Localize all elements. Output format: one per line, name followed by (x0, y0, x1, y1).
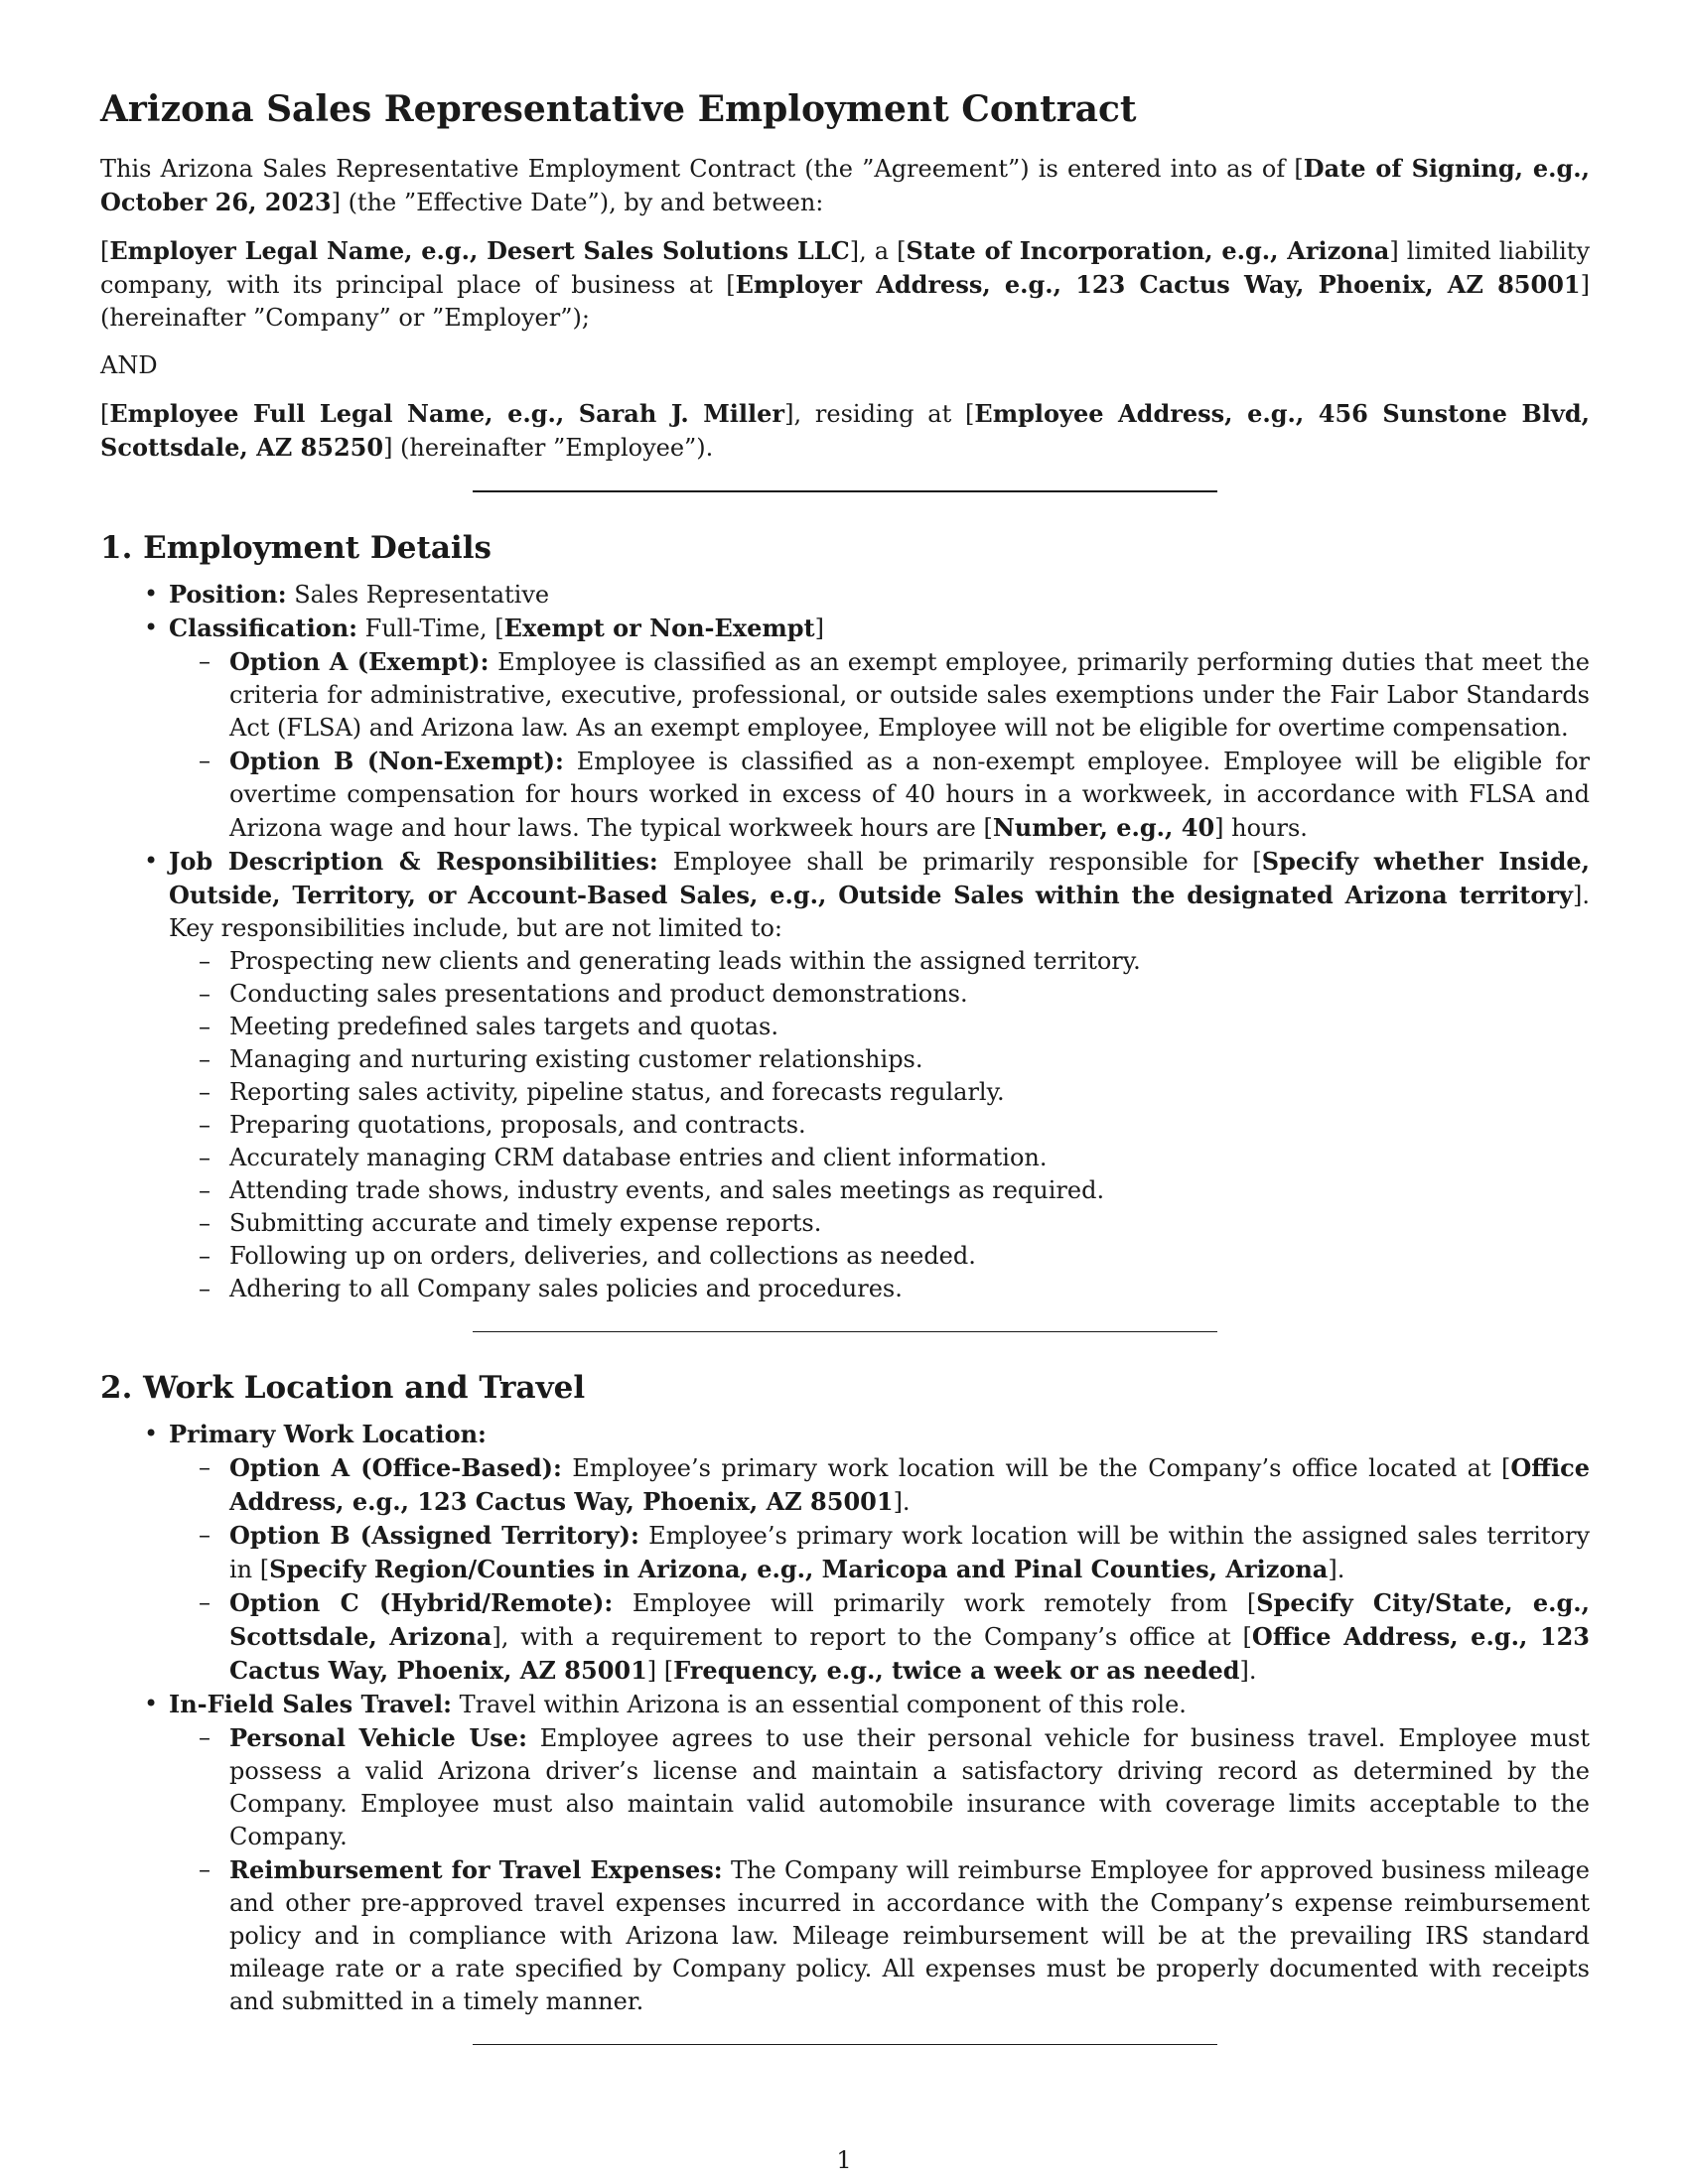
document-page (100, 87, 1590, 2081)
bullet-list (100, 1418, 1590, 2018)
sub-list-item (229, 945, 1590, 978)
bold-text: Employer Address, e.g., 123 Cactus Way, Phoenix, AZ 85001 (735, 270, 1581, 299)
page-number: 1 (836, 2146, 852, 2174)
text-run: Reporting sales activity, pipeline status, and forecasts regularly. (229, 1078, 1005, 1106)
bold-text: Option A (Office-Based): (229, 1453, 562, 1482)
text-run: [ (100, 400, 110, 428)
list-item (169, 578, 1590, 612)
bold-text: In-Field Sales Travel: (169, 1690, 452, 1718)
text-run: ]. (1239, 1657, 1257, 1685)
text-run: Conducting sales presentations and product demonstrations. (229, 980, 968, 1008)
bold-text: Office Address, e.g., 123 Cactus Way, Phoenix, AZ 85001 (229, 1453, 1590, 1516)
bold-text: Specify whether Inside, Outside, Territory, or Account-Based Sales, e.g., Outside Sales within the designated Arizona territory (169, 847, 1590, 909)
bold-text: Specify City/State, e.g., Scottsdale, Arizona (229, 1588, 1591, 1651)
text-run: Employee will primarily work remotely from [ (613, 1589, 1257, 1617)
list-item (169, 845, 1590, 1305)
text-run: Employee’s primary work location will be the Company’s office located at [ (561, 1454, 1511, 1482)
text-run: ]. (893, 1488, 911, 1516)
text-run: Employee’s primary work location will be within the assigned sales territory in [ (229, 1522, 1591, 1583)
bold-text: Number, e.g., 40 (992, 813, 1215, 842)
text-run: ], a [ (849, 237, 907, 265)
text-run: Employee shall be primarily responsible for [ (657, 848, 1262, 876)
text-run: ] (the ”Effective Date”), by and between: (331, 189, 824, 216)
text-run: Employee is classified as an exempt employee, primarily performing duties that meet the criteria for administrative, executive, professional, or outside sales exemptions under the Fair Labor Standards Act (FLSA) and Arizona law. As an exempt employee, Employee will not be eligible for overtime compensation. (229, 648, 1590, 742)
text-run: This Arizona Sales Representative Employment Contract (the ”Agreement”) is entered into as of (100, 155, 1295, 183)
bold-text: Frequency, e.g., twice a week or as needed (673, 1656, 1240, 1685)
section-heading: 2. Work Location and Travel (100, 1370, 586, 1406)
sub-list (169, 645, 1590, 845)
text-run: Meeting predefined sales targets and quotas. (229, 1013, 778, 1040)
sub-list-item (229, 1043, 1590, 1076)
sub-list-item (229, 1011, 1590, 1043)
sub-list-item (229, 1273, 1590, 1305)
sub-list-item (229, 645, 1590, 745)
section-employment-details (100, 528, 1590, 1305)
text-run: ] limited liability company, with its principal place of business at [ (100, 237, 1591, 299)
text-run: Attending trade shows, industry events, and sales meetings as required. (229, 1176, 1105, 1204)
bold-text: Option B (Assigned Territory): (229, 1521, 639, 1550)
section-heading: 1. Employment Details (100, 530, 492, 566)
text-run: Sales Representative (286, 581, 550, 609)
bold-text: Office Address, e.g., 123 Cactus Way, Phoenix, AZ 85001 (229, 1622, 1590, 1685)
text-run: ]. Key responsibilities include, but are not limited to: (169, 882, 1590, 942)
sub-list-item (229, 1142, 1590, 1174)
sub-list (169, 945, 1590, 1305)
text-run: [ (1294, 155, 1304, 183)
text-run: ], residing at [ (784, 400, 975, 428)
bold-text: Employee Full Legal Name, e.g., Sarah J. Miller (109, 399, 785, 428)
sub-list-item (229, 1451, 1590, 1519)
text-run: ] [ (646, 1657, 674, 1685)
text-run: Employee is classified as a non-exempt employee. Employee will be eligible for overtime compensation for hours worked in excess of 40 hours in a workweek, in accordance with FLSA and Arizona wage and hour laws. The typical workweek hours are [ (229, 748, 1590, 842)
bold-text: Reimbursement for Travel Expenses: (229, 1855, 723, 1884)
bold-text: Option A (Exempt): (229, 647, 490, 676)
bold-text: Specify Region/Counties in Arizona, e.g., Maricopa and Pinal Counties, Arizona (269, 1555, 1329, 1583)
section-divider (473, 2044, 1217, 2045)
text-run: ] (814, 614, 825, 642)
section-divider (473, 1331, 1217, 1332)
bold-text: Primary Work Location: (169, 1420, 487, 1448)
bullet-list (100, 578, 1590, 1305)
text-run: ] (hereinafter ”Employee”). (383, 434, 714, 462)
sub-list-item (229, 978, 1590, 1011)
text-run: ]. (1328, 1556, 1345, 1583)
text-run: Prospecting new clients and generating leads within the assigned territory. (229, 947, 1141, 975)
sub-list-item (229, 1519, 1590, 1586)
intro-paragraph (100, 152, 1590, 219)
bold-text: Exempt or Non-Exempt (503, 614, 815, 642)
section-divider (473, 490, 1217, 492)
sub-list-item (229, 1240, 1590, 1273)
sub-list-item (229, 745, 1590, 845)
text-run: Preparing quotations, proposals, and contracts. (229, 1111, 806, 1139)
text-run: Full-Time, [ (357, 614, 504, 642)
list-item (169, 1688, 1590, 2018)
employer-party-paragraph (100, 234, 1590, 335)
sub-list-item (229, 1721, 1590, 1853)
section-work-location (100, 1368, 1590, 2018)
text-run: Managing and nurturing existing customer relationships. (229, 1045, 923, 1073)
bold-text: Employer Legal Name, e.g., Desert Sales Solutions LLC (109, 236, 850, 265)
list-item (169, 612, 1590, 845)
bold-text: State of Incorporation, e.g., Arizona (906, 236, 1390, 265)
sub-list-item (229, 1853, 1590, 2018)
text-run: [ (100, 237, 110, 265)
sub-list (169, 1721, 1590, 2018)
text-run: Adhering to all Company sales policies and procedures. (229, 1275, 903, 1302)
text-run: ] hours. (1214, 814, 1308, 842)
employee-party-paragraph (100, 397, 1590, 465)
bold-text: Option B (Non-Exempt): (229, 747, 564, 775)
sub-list-item (229, 1586, 1590, 1688)
bold-text: Employee Address, e.g., 456 Sunstone Blvd, Scottsdale, AZ 85250 (100, 399, 1590, 462)
text-run: ] (hereinafter ”Company” or ”Employer”); (100, 271, 1590, 332)
sub-list (169, 1451, 1590, 1688)
text-run: Submitting accurate and timely expense reports. (229, 1209, 822, 1237)
text-run: Following up on orders, deliveries, and collections as needed. (229, 1242, 976, 1270)
text-run: The Company will reimburse Employee for approved business mileage and other pre-approved travel expenses incurred in accordance with the Company’s expense reimbursement policy and in compliance with Arizona law. Mileage reimbursement will be at the prevailing IRS standard mileage rate or a rate specified by Company policy. All expenses must be properly documented with receipts and submitted in a timely manner. (229, 1856, 1590, 2015)
bold-text: Date of Signing, e.g., October 26, 2023 (100, 154, 1590, 216)
text-run: Accurately managing CRM database entries and client information. (229, 1144, 1048, 1171)
bold-text: Option C (Hybrid/Remote): (229, 1588, 614, 1617)
text-run: ], with a requirement to report to the Company’s office at [ (492, 1623, 1252, 1651)
text-run: Travel within Arizona is an essential component of this role. (451, 1691, 1187, 1718)
sub-list-item (229, 1207, 1590, 1240)
bold-text: Personal Vehicle Use: (229, 1723, 527, 1752)
sub-list-item (229, 1174, 1590, 1207)
document-title: Arizona Sales Representative Employment Contract (100, 88, 1137, 130)
sub-list-item (229, 1109, 1590, 1142)
text-run: Employee agrees to use their personal vehicle for business travel. Employee must possess a valid Arizona driver’s license and maintain a satisfactory driving record as determined by the Company. Employee must also maintain valid automobile insurance with coverage limits acceptable to the Company. (229, 1724, 1590, 1850)
bold-text: Job Description & Responsibilities: (169, 847, 658, 876)
list-item (169, 1418, 1590, 1688)
sub-list-item (229, 1076, 1590, 1109)
and-separator: AND (100, 351, 158, 379)
bold-text: Position: (169, 580, 287, 609)
bold-text: Classification: (169, 614, 358, 642)
